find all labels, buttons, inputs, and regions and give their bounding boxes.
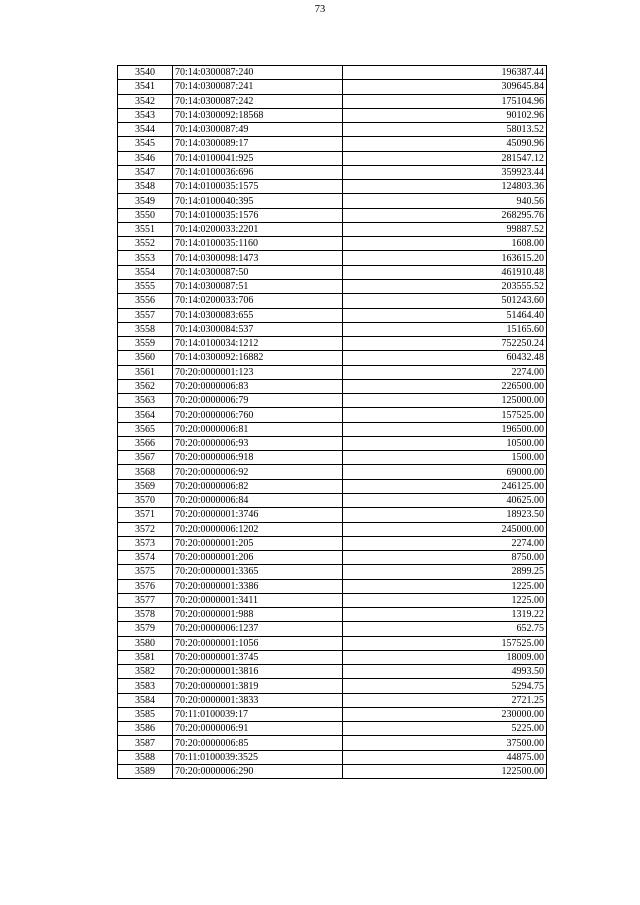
row-number-cell: 3576 [118, 579, 173, 593]
table-row [118, 137, 547, 151]
row-number-cell: 3558 [118, 322, 173, 336]
value-cell: 157525.00 [343, 408, 547, 422]
value-cell: 163615.20 [343, 251, 547, 265]
value-cell: 196500.00 [343, 422, 547, 436]
value-cell: 40625.00 [343, 493, 547, 507]
value-cell: 157525.00 [343, 636, 547, 650]
cadastral-number-cell: 70:20:0000001:3816 [173, 665, 343, 679]
table-row [118, 765, 547, 779]
value-cell: 2274.00 [343, 536, 547, 550]
value-cell: 4993.50 [343, 665, 547, 679]
value-cell: 652.75 [343, 622, 547, 636]
row-number-cell: 3550 [118, 208, 173, 222]
table-row [118, 707, 547, 721]
row-number-cell: 3548 [118, 180, 173, 194]
value-cell: 245000.00 [343, 522, 547, 536]
cadastral-number-cell: 70:14:0300089:17 [173, 137, 343, 151]
table-row [118, 508, 547, 522]
row-number-cell: 3555 [118, 279, 173, 293]
cadastral-number-cell: 70:20:0000006:918 [173, 451, 343, 465]
row-number-cell: 3543 [118, 108, 173, 122]
value-cell: 5294.75 [343, 679, 547, 693]
value-cell: 124803.36 [343, 180, 547, 194]
table-row [118, 237, 547, 251]
cadastral-number-cell: 70:14:0300092:16882 [173, 351, 343, 365]
table-row [118, 251, 547, 265]
table-row [118, 493, 547, 507]
table-row [118, 80, 547, 94]
row-number-cell: 3561 [118, 365, 173, 379]
row-number-cell: 3545 [118, 137, 173, 151]
cadastral-number-cell: 70:14:0100035:1160 [173, 237, 343, 251]
table-row [118, 279, 547, 293]
value-cell: 1225.00 [343, 579, 547, 593]
cadastral-number-cell: 70:20:0000001:3819 [173, 679, 343, 693]
row-number-cell: 3585 [118, 707, 173, 721]
value-cell: 281547.12 [343, 151, 547, 165]
value-cell: 18009.00 [343, 650, 547, 664]
cadastral-number-cell: 70:11:0100039:3525 [173, 750, 343, 764]
value-cell: 1608.00 [343, 237, 547, 251]
cadastral-number-cell: 70:20:0000006:91 [173, 722, 343, 736]
value-cell: 268295.76 [343, 208, 547, 222]
table-row [118, 551, 547, 565]
cadastral-number-cell: 70:20:0000006:1237 [173, 622, 343, 636]
cadastral-number-cell: 70:14:0300087:242 [173, 94, 343, 108]
table-row [118, 308, 547, 322]
value-cell: 99887.52 [343, 222, 547, 236]
cadastral-number-cell: 70:14:0300087:51 [173, 279, 343, 293]
value-cell: 69000.00 [343, 465, 547, 479]
table-row [118, 650, 547, 664]
cadastral-number-cell: 70:20:0000006:92 [173, 465, 343, 479]
row-number-cell: 3588 [118, 750, 173, 764]
cadastral-number-cell: 70:14:0100040:395 [173, 194, 343, 208]
row-number-cell: 3562 [118, 379, 173, 393]
row-number-cell: 3566 [118, 436, 173, 450]
value-cell: 230000.00 [343, 707, 547, 721]
value-cell: 122500.00 [343, 765, 547, 779]
value-cell: 45090.96 [343, 137, 547, 151]
value-cell: 5225.00 [343, 722, 547, 736]
value-cell: 461910.48 [343, 265, 547, 279]
table-row [118, 465, 547, 479]
row-number-cell: 3540 [118, 66, 173, 80]
row-number-cell: 3565 [118, 422, 173, 436]
table-row [118, 608, 547, 622]
cadastral-number-cell: 70:11:0100039:17 [173, 707, 343, 721]
table-row [118, 722, 547, 736]
table-row [118, 123, 547, 137]
table-row [118, 522, 547, 536]
cadastral-number-cell: 70:14:0300087:50 [173, 265, 343, 279]
cadastral-number-cell: 70:14:0300087:241 [173, 80, 343, 94]
row-number-cell: 3546 [118, 151, 173, 165]
row-number-cell: 3557 [118, 308, 173, 322]
cadastral-number-cell: 70:20:0000006:93 [173, 436, 343, 450]
row-number-cell: 3559 [118, 337, 173, 351]
value-cell: 51464.40 [343, 308, 547, 322]
table-row [118, 536, 547, 550]
table-row [118, 394, 547, 408]
table-row [118, 593, 547, 607]
cadastral-number-cell: 70:14:0200033:2201 [173, 222, 343, 236]
row-number-cell: 3573 [118, 536, 173, 550]
row-number-cell: 3556 [118, 294, 173, 308]
table-row [118, 365, 547, 379]
cadastral-number-cell: 70:14:0100041:925 [173, 151, 343, 165]
table-row [118, 337, 547, 351]
cadastral-number-cell: 70:14:0300083:655 [173, 308, 343, 322]
page-number: 73 [314, 4, 326, 15]
table-row [118, 636, 547, 650]
table-row [118, 579, 547, 593]
table-row [118, 379, 547, 393]
cadastral-number-cell: 70:14:0300098:1473 [173, 251, 343, 265]
value-cell: 18923.50 [343, 508, 547, 522]
row-number-cell: 3582 [118, 665, 173, 679]
cadastral-number-cell: 70:20:0000006:85 [173, 736, 343, 750]
row-number-cell: 3541 [118, 80, 173, 94]
row-number-cell: 3583 [118, 679, 173, 693]
cadastral-number-cell: 70:20:0000001:206 [173, 551, 343, 565]
row-number-cell: 3572 [118, 522, 173, 536]
value-cell: 44875.00 [343, 750, 547, 764]
value-cell: 501243.60 [343, 294, 547, 308]
value-cell: 1225.00 [343, 593, 547, 607]
table-row [118, 151, 547, 165]
table-row [118, 294, 547, 308]
cadastral-number-cell: 70:20:0000006:1202 [173, 522, 343, 536]
cadastral-number-cell: 70:20:0000006:84 [173, 493, 343, 507]
cadastral-number-cell: 70:20:0000006:82 [173, 479, 343, 493]
table-row [118, 565, 547, 579]
row-number-cell: 3575 [118, 565, 173, 579]
cadastral-number-cell: 70:20:0000001:3386 [173, 579, 343, 593]
value-cell: 1500.00 [343, 451, 547, 465]
row-number-cell: 3551 [118, 222, 173, 236]
value-cell: 175104.96 [343, 94, 547, 108]
value-cell: 2274.00 [343, 365, 547, 379]
value-cell: 940.56 [343, 194, 547, 208]
cadastral-number-cell: 70:20:0000001:205 [173, 536, 343, 550]
table-row [118, 736, 547, 750]
value-cell: 58013.52 [343, 123, 547, 137]
row-number-cell: 3569 [118, 479, 173, 493]
value-cell: 10500.00 [343, 436, 547, 450]
table-row [118, 750, 547, 764]
table-row [118, 693, 547, 707]
value-cell: 8750.00 [343, 551, 547, 565]
cadastral-number-cell: 70:20:0000006:760 [173, 408, 343, 422]
table-row [118, 436, 547, 450]
table-row [118, 665, 547, 679]
value-cell: 37500.00 [343, 736, 547, 750]
table-row [118, 94, 547, 108]
cadastral-number-cell: 70:20:0000006:79 [173, 394, 343, 408]
cadastral-number-cell: 70:20:0000001:123 [173, 365, 343, 379]
cadastral-number-cell: 70:20:0000006:81 [173, 422, 343, 436]
cadastral-number-cell: 70:14:0300087:240 [173, 66, 343, 80]
row-number-cell: 3571 [118, 508, 173, 522]
value-cell: 2721.25 [343, 693, 547, 707]
value-cell: 309645.84 [343, 80, 547, 94]
registry-table-body [118, 66, 547, 779]
value-cell: 226500.00 [343, 379, 547, 393]
row-number-cell: 3587 [118, 736, 173, 750]
cadastral-number-cell: 70:20:0000001:3745 [173, 650, 343, 664]
row-number-cell: 3554 [118, 265, 173, 279]
table-row [118, 108, 547, 122]
row-number-cell: 3584 [118, 693, 173, 707]
row-number-cell: 3586 [118, 722, 173, 736]
cadastral-number-cell: 70:14:0100035:1575 [173, 180, 343, 194]
value-cell: 60432.48 [343, 351, 547, 365]
row-number-cell: 3567 [118, 451, 173, 465]
row-number-cell: 3574 [118, 551, 173, 565]
value-cell: 125000.00 [343, 394, 547, 408]
row-number-cell: 3577 [118, 593, 173, 607]
cadastral-number-cell: 70:14:0100036:696 [173, 165, 343, 179]
row-number-cell: 3563 [118, 394, 173, 408]
cadastral-number-cell: 70:14:0200033:706 [173, 294, 343, 308]
table-row [118, 479, 547, 493]
row-number-cell: 3578 [118, 608, 173, 622]
row-number-cell: 3542 [118, 94, 173, 108]
value-cell: 246125.00 [343, 479, 547, 493]
cadastral-number-cell: 70:20:0000006:83 [173, 379, 343, 393]
value-cell: 203555.52 [343, 279, 547, 293]
table-row [118, 265, 547, 279]
cadastral-number-cell: 70:20:0000001:3365 [173, 565, 343, 579]
cadastral-number-cell: 70:20:0000001:3411 [173, 593, 343, 607]
table-row [118, 422, 547, 436]
row-number-cell: 3547 [118, 165, 173, 179]
registry-table [117, 65, 547, 779]
table-row [118, 679, 547, 693]
row-number-cell: 3580 [118, 636, 173, 650]
table-row [118, 322, 547, 336]
table-row [118, 165, 547, 179]
table-row [118, 66, 547, 80]
value-cell: 90102.96 [343, 108, 547, 122]
cadastral-number-cell: 70:14:0300092:18568 [173, 108, 343, 122]
value-cell: 752250.24 [343, 337, 547, 351]
row-number-cell: 3544 [118, 123, 173, 137]
table-row [118, 222, 547, 236]
row-number-cell: 3568 [118, 465, 173, 479]
cadastral-number-cell: 70:20:0000001:988 [173, 608, 343, 622]
row-number-cell: 3560 [118, 351, 173, 365]
row-number-cell: 3579 [118, 622, 173, 636]
cadastral-number-cell: 70:14:0300087:49 [173, 123, 343, 137]
value-cell: 359923.44 [343, 165, 547, 179]
row-number-cell: 3553 [118, 251, 173, 265]
table-row [118, 408, 547, 422]
cadastral-number-cell: 70:20:0000001:1056 [173, 636, 343, 650]
row-number-cell: 3589 [118, 765, 173, 779]
table-row [118, 208, 547, 222]
cadastral-number-cell: 70:14:0300084:537 [173, 322, 343, 336]
value-cell: 15165.60 [343, 322, 547, 336]
cadastral-number-cell: 70:20:0000006:290 [173, 765, 343, 779]
value-cell: 1319.22 [343, 608, 547, 622]
cadastral-number-cell: 70:20:0000001:3833 [173, 693, 343, 707]
table-row [118, 622, 547, 636]
table-row [118, 180, 547, 194]
table-row [118, 194, 547, 208]
row-number-cell: 3581 [118, 650, 173, 664]
table-row [118, 351, 547, 365]
value-cell: 2899.25 [343, 565, 547, 579]
row-number-cell: 3564 [118, 408, 173, 422]
table-row [118, 451, 547, 465]
row-number-cell: 3552 [118, 237, 173, 251]
row-number-cell: 3549 [118, 194, 173, 208]
value-cell: 196387.44 [343, 66, 547, 80]
row-number-cell: 3570 [118, 493, 173, 507]
cadastral-number-cell: 70:14:0100034:1212 [173, 337, 343, 351]
cadastral-number-cell: 70:14:0100035:1576 [173, 208, 343, 222]
cadastral-number-cell: 70:20:0000001:3746 [173, 508, 343, 522]
